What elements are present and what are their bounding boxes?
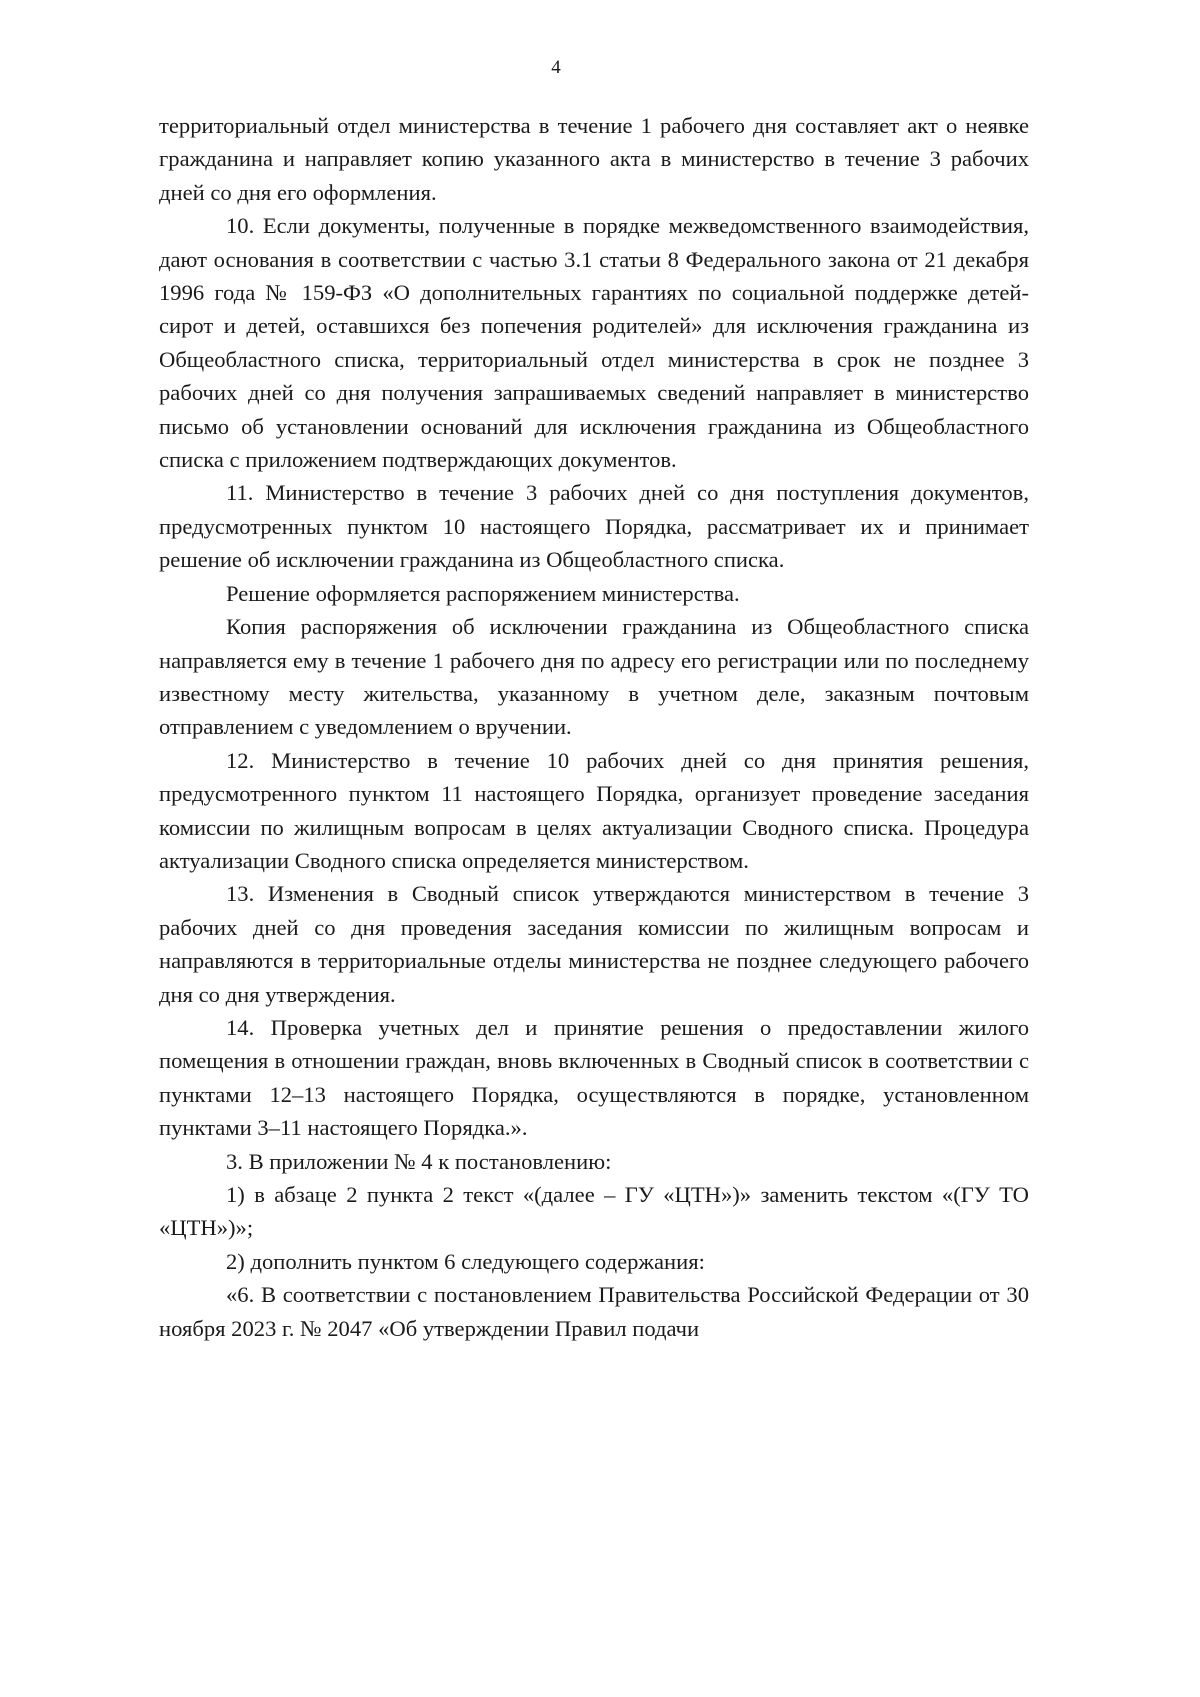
document-body xyxy=(159,109,1029,1345)
paragraph-item-14: 14. Проверка учетных дел и принятие решения о предоставлении жилого помещения в отношении граждан, вновь включенных в Сводный список в соответствии с пунктами 12–13 настоящего Порядка, осуществляются в порядке, установленном пунктами 3–11 настоящего Порядка.». xyxy=(159,1014,1029,1141)
paragraph-decision: Решение оформляется распоряжением министерства. xyxy=(226,580,740,606)
paragraph-item-6: «6. В соответствии с постановлением Правительства Российской Федерации от 30 ноября 2023 г. № 2047 «Об утверждении Правил подачи xyxy=(159,1282,1029,1341)
paragraph-item-12: 12. Министерство в течение 10 рабочих дней со дня принятия решения, предусмотренного пунктом 11 настоящего Порядка, организует проведение заседания комиссии по жилищным вопросам в целях актуализации Сводного списка. Процедура актуализации Сводного списка определяется министерством. xyxy=(159,747,1029,873)
page-number: 4 xyxy=(551,57,561,78)
paragraph-subitem-1: 1) в абзаце 2 пункта 2 текст «(далее – ГУ «ЦТН»)» заменить текстом «(ГУ ТО «ЦТН»)»; xyxy=(159,1182,1029,1241)
paragraph-copy-of-order: Копия распоряжения об исключении гражданина из Общеобластного списка направляется ему в течение 1 рабочего дня по адресу его регистрации или по последнему известному месту жительства, указанному в учетном деле, заказным почтовым отправлением с уведомлением о вручении. xyxy=(159,614,1029,740)
paragraph-section-3: 3. В приложении № 4 к постановлению: xyxy=(226,1148,612,1174)
paragraph-item-10: 10. Если документы, полученные в порядке межведомственного взаимодействия, дают основания в соответствии с частью 3.1 статьи 8 Федерального закона от 21 декабря 1996 года № 159-ФЗ «О дополнительных гарантиях по социальной поддержке детей-сирот и детей, оставшихся без попечения родителей» для исключения гражданина из Общеобластного списка, территориальный отдел министерства в срок не позднее 3 рабочих дней со дня получения запрашиваемых сведений направляет в министерство письмо об установлении оснований для исключения гражданина из Общеобластного списка с приложением подтверждающих документов. xyxy=(159,213,1029,473)
paragraph-item-11: 11. Министерство в течение 3 рабочих дней со дня поступления документов, предусмотренных пунктом 10 настоящего Порядка, рассматривает их и принимает решение об исключении гражданина из Общеобластного списка. xyxy=(159,480,1029,573)
paragraph-subitem-2: 2) дополнить пунктом 6 следующего содержания: xyxy=(226,1248,705,1274)
paragraph-item-13: 13. Изменения в Сводный список утверждаются министерством в течение 3 рабочих дней со дня проведения заседания комиссии по жилищным вопросам и направляются в территориальные отделы министерства не позднее следующего рабочего дня со дня утверждения. xyxy=(159,881,1029,1007)
paragraph-continuation: территориальный отдел министерства в течение 1 рабочего дня составляет акт о неявке гражданина и направляет копию указанного акта в министерство в течение 3 рабочих дней со дня его оформления. xyxy=(159,113,1029,205)
